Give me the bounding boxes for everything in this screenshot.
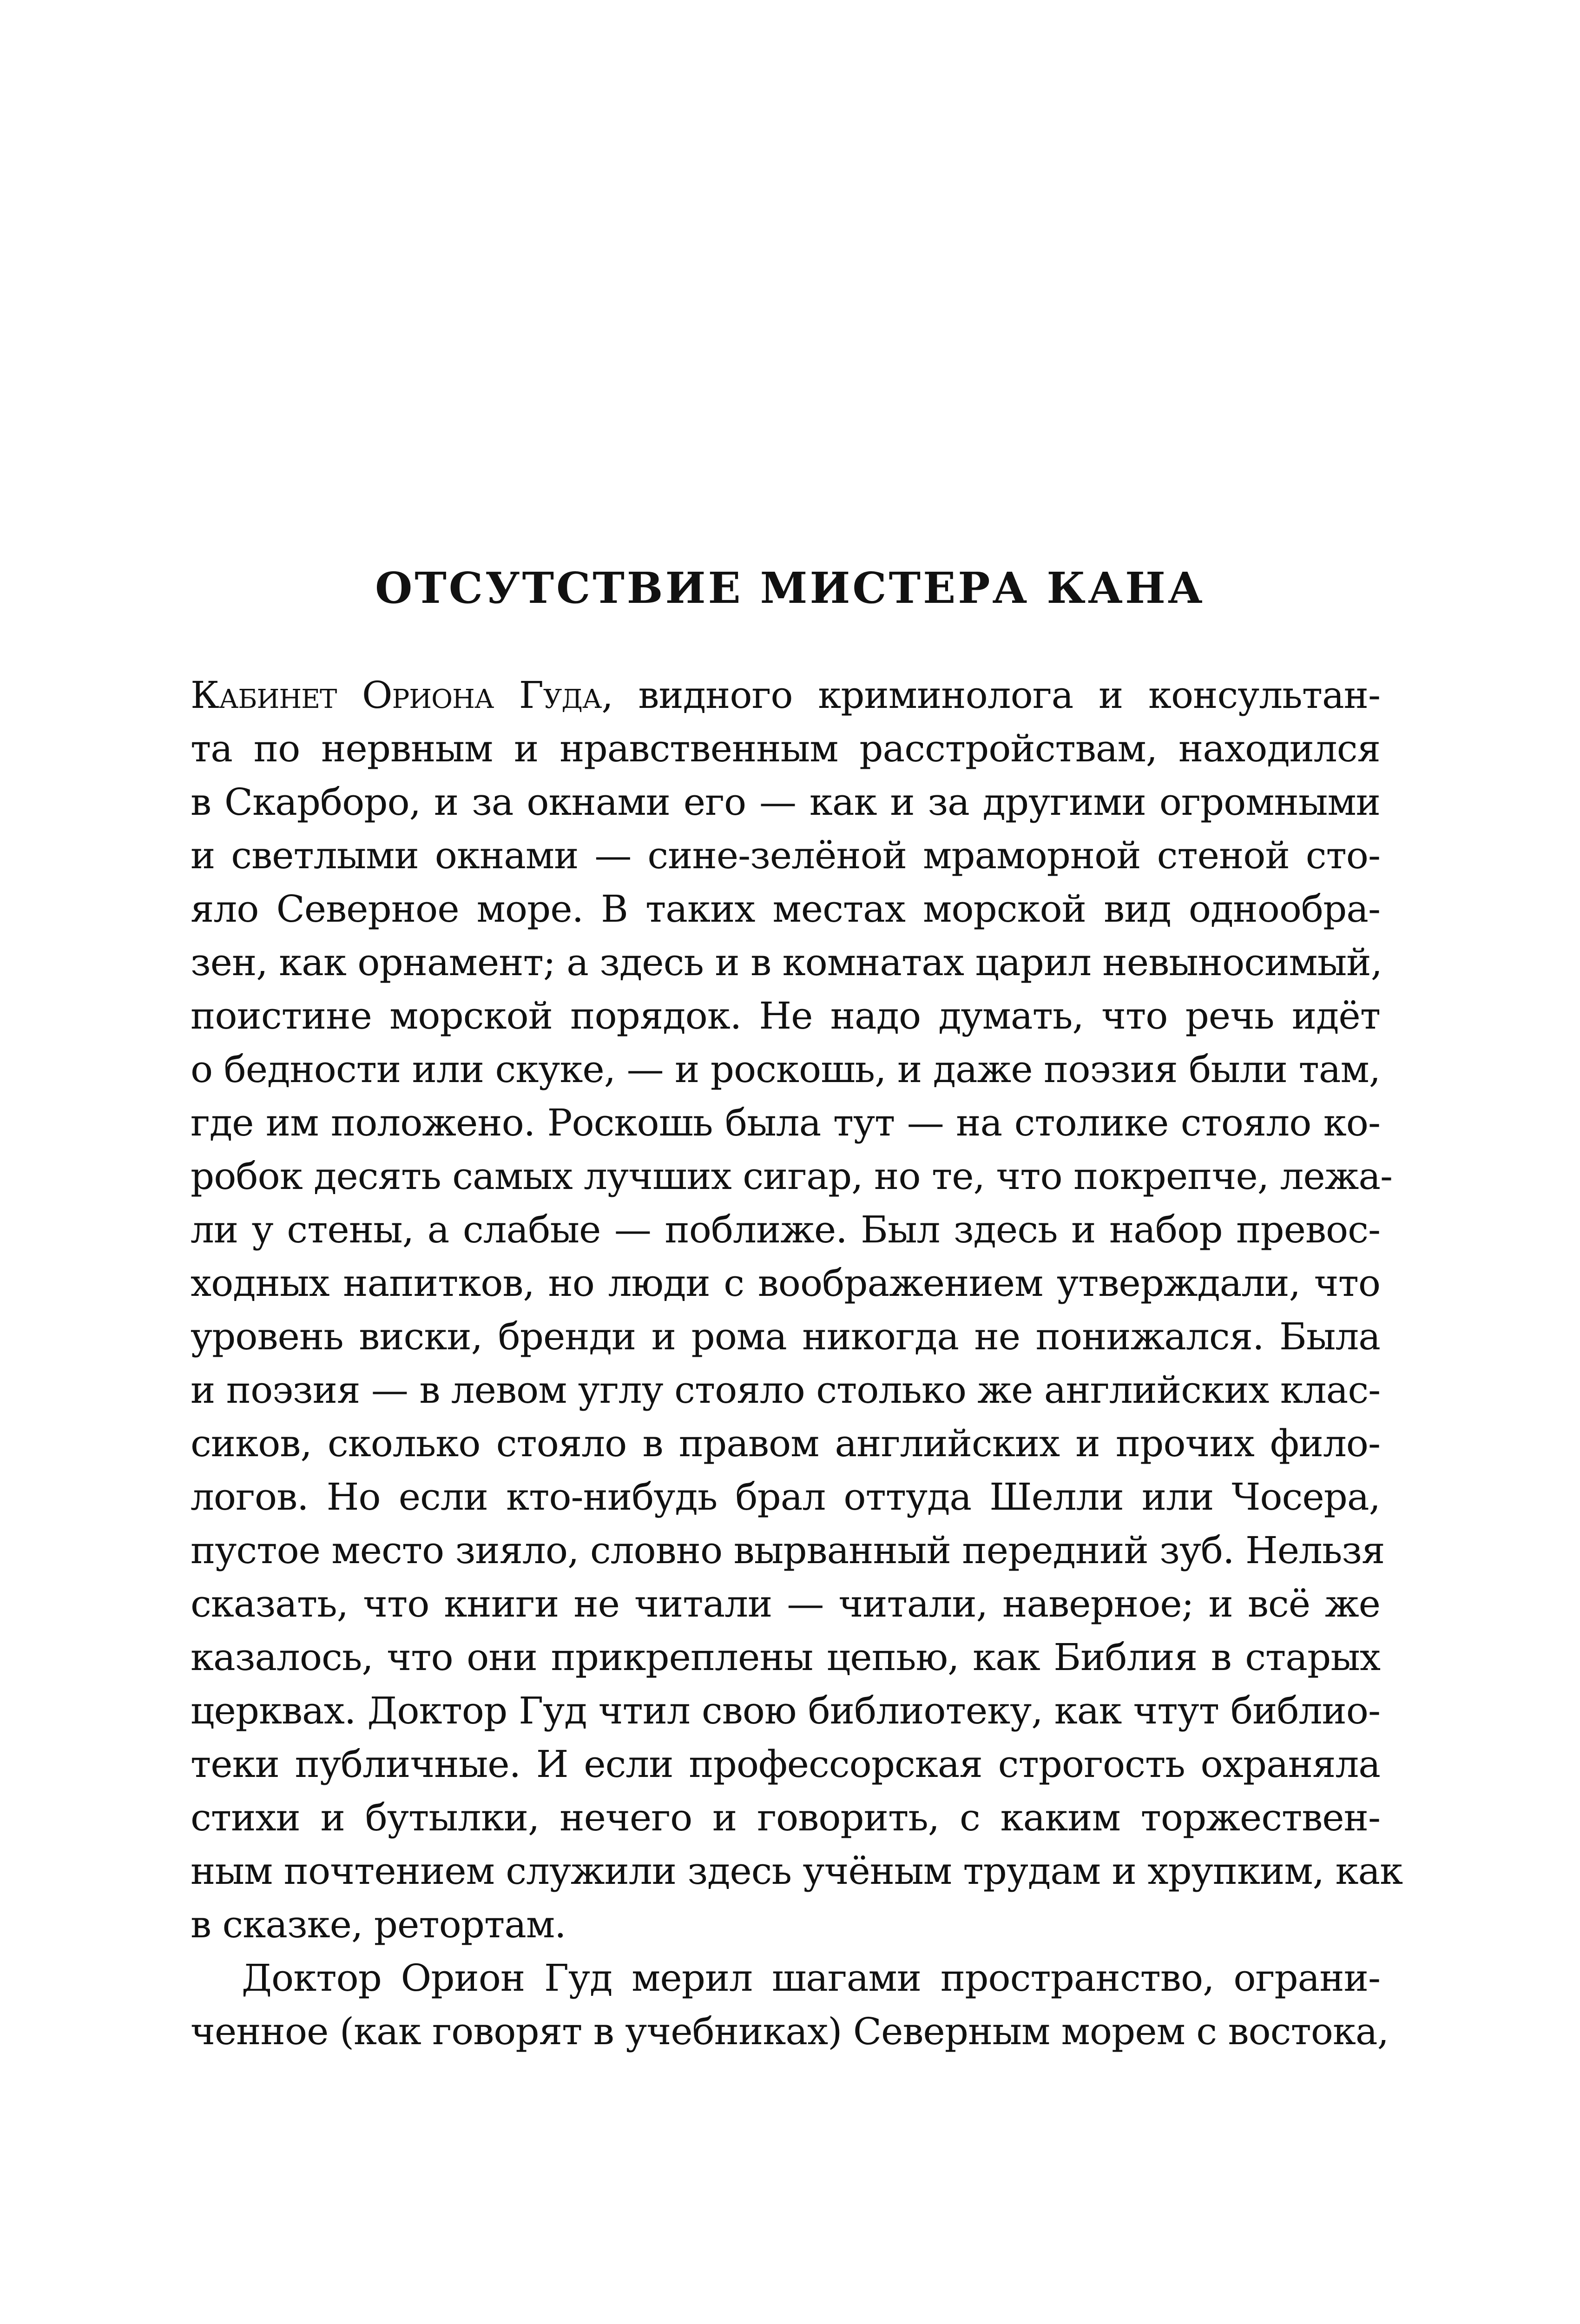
text-line: и светлыми окнами — сине-зелёной мраморной стеной сто- — [191, 834, 1380, 877]
text-line: сказать, что книги не читали — читали, наверное; и всё же — [191, 1582, 1380, 1625]
text-line: ным почтением служили здесь учёным трудам и хрупким, как — [191, 1849, 1403, 1893]
text-line: поистине морской порядок. Не надо думать, что речь идёт — [191, 994, 1380, 1037]
text-line: пустое место зияло, словно вырванный передний зуб. Нельзя — [191, 1529, 1385, 1572]
small-caps-opening: Кабинет Ориона Гуда — [191, 673, 602, 717]
text-line: казалось, что они прикреплены цепью, как Библия в старых — [191, 1636, 1380, 1679]
text-line: теки публичные. И если профессорская строгость охраняла — [191, 1743, 1380, 1786]
text-line: в сказке, ретортам. — [191, 1903, 566, 1946]
text-line: церквах. Доктор Гуд чтил свою библиотеку, как чтут библио- — [191, 1689, 1380, 1732]
text-line: о бедности или скуке, — и роскошь, и даже поэзия были там, — [191, 1048, 1381, 1091]
text-line: стихи и бутылки, нечего и говорить, с каким торжествен- — [191, 1796, 1380, 1839]
text-line: и поэзия — в левом углу стояло столько же английских клас- — [191, 1368, 1381, 1412]
text-line: ли у стены, а слабые — поближе. Был здесь и набор превос- — [191, 1208, 1380, 1251]
text-line: яло Северное море. В таких местах морской вид однообра- — [191, 887, 1380, 931]
text-line: робок десять самых лучших сигар, но те, что покрепче, лежа- — [191, 1155, 1393, 1198]
text-line: ченное (как говорят в учебниках) Северным морем с востока, — [191, 2010, 1389, 2053]
chapter-title: ОТСУТСТВИЕ МИСТЕРА КАНА — [375, 563, 1205, 613]
text-line: где им положено. Роскошь была тут — на столике стояло ко- — [191, 1101, 1380, 1144]
text-line: та по нервным и нравственным расстройствам, находился — [191, 727, 1380, 770]
text-line: логов. Но если кто-нибудь брал оттуда Шелли или Чосера, — [191, 1475, 1380, 1519]
text-line: уровень виски, бренди и рома никогда не понижался. Была — [191, 1315, 1380, 1358]
text-line: зен, как орнамент; а здесь и в комнатах царил невыносимый, — [191, 941, 1382, 984]
body-text — [191, 668, 1403, 2058]
text-line: ходных напитков, но люди с воображением утверждали, что — [191, 1261, 1380, 1305]
text-line: сиков, сколько стояло в правом английских и прочих фило- — [191, 1422, 1380, 1465]
paragraph-start-line: Доктор Орион Гуд мерил шагами пространство, ограни- — [242, 1956, 1380, 2000]
text-line: в Скарборо, и за окнами его — как и за другими огромными — [191, 780, 1380, 824]
text-line: Кабинет Ориона Гуда, видного криминолога и консультан- — [191, 673, 1381, 717]
